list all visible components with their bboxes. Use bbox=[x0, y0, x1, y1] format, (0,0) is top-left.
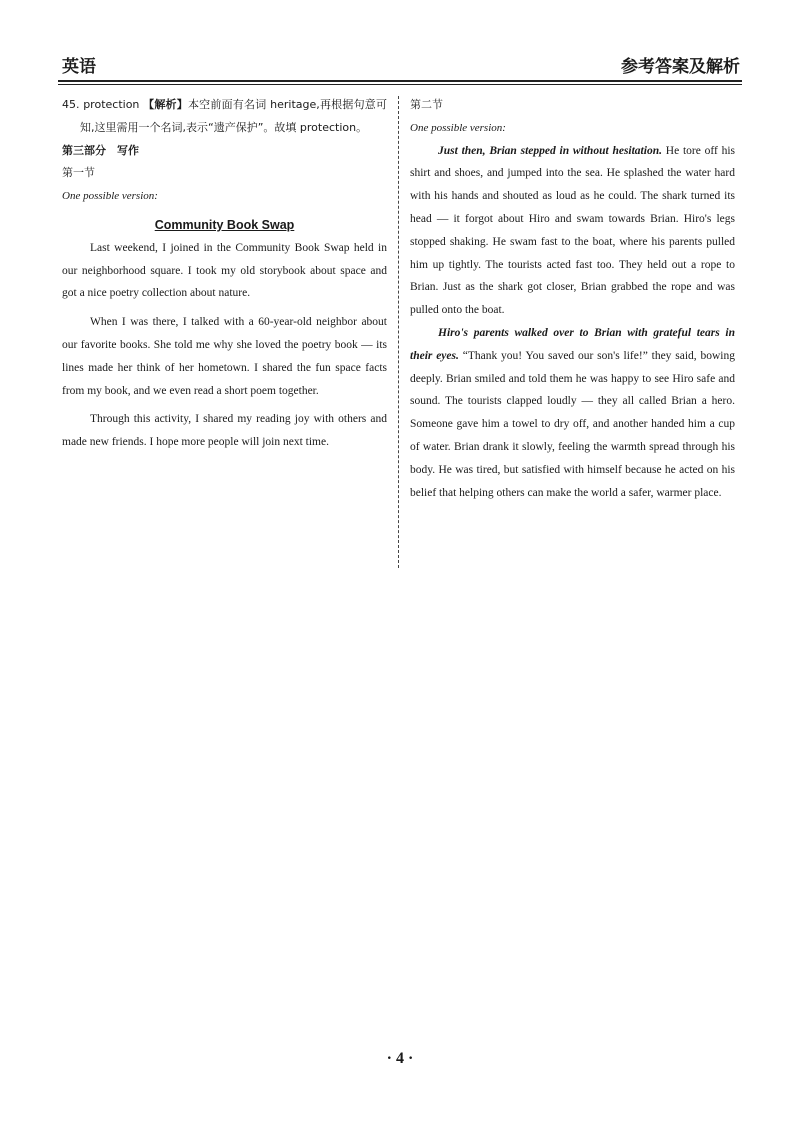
answer-45-explanation: 本空前面有名词 heritage,再根据句意可知,这里需用一个名词,表示“遗产保护”。故填 protection。 bbox=[80, 98, 388, 134]
analysis-tag: 【解析】 bbox=[143, 98, 188, 111]
header-rule-thick bbox=[58, 80, 742, 82]
page-header bbox=[58, 52, 742, 78]
section1-heading: 第一节 bbox=[62, 166, 95, 180]
header-rule-thin bbox=[58, 84, 742, 85]
section1-version-label: One possible version: bbox=[62, 190, 158, 203]
part3-heading: 第三部分 写作 bbox=[62, 143, 139, 157]
story-paragraph-2-body: “Thank you! You saved our son's life!” they said, bowing deeply. Brian smiled and told them he was happy to see Hiro safe and sound. The tourists clapped loudly — they all called Brian a hero. Someone gave him a towel to dry off, and another handed him a cup of water. Brian drank it slowly, feeling the warmth spread through his body. He was tired, but satisfied with himself because he acted on his belief that helping others can make the world a safer, warmer place. bbox=[410, 349, 735, 499]
story-paragraph-2 bbox=[410, 322, 735, 504]
story-paragraph-1-lead: Just then, Brian stepped in without hesitation. bbox=[438, 144, 662, 157]
essay-paragraph: When I was there, I talked with a 60-year-old neighbor about our favorite books. She told me why she loved the poetry book — its lines made her think of her hometown. I shared the fun space facts from my book, and we even read a short poem together. bbox=[62, 316, 387, 397]
answer-45 bbox=[62, 94, 387, 140]
essay-title: Community Book Swap bbox=[154, 217, 295, 232]
column-divider bbox=[398, 96, 399, 568]
answer-45-number: 45. protection bbox=[62, 98, 140, 111]
story-paragraph-1-body: He tore off his shirt and shoes, and jumped into the sea. He splashed the water hard with his hands and shouted as loud as he could. The shark turned its head — it forgot about Hiro and swam towards Brian. Hiro's legs stopped shaking. He swam fast to the boat, where his parents pulled him up tightly. The tourists acted fast too. They held out a rope to Brian. Just as the shark got closer, Brian grabbed the rope and was pulled onto the boat. bbox=[410, 144, 736, 317]
right-column bbox=[410, 94, 735, 504]
section2-heading: 第二节 bbox=[410, 98, 443, 111]
page-number: · 4 · bbox=[386, 1050, 414, 1067]
section-label: 参考答案及解析 bbox=[621, 57, 740, 77]
story-paragraph-1 bbox=[410, 140, 735, 322]
subject-label: 英语 bbox=[62, 57, 96, 77]
left-column bbox=[62, 94, 387, 454]
essay-paragraph: Through this activity, I shared my reading joy with others and made new friends. I hope more people will join next time. bbox=[62, 413, 387, 449]
section2-version-label: One possible version: bbox=[410, 121, 506, 134]
story-paragraph-2-lead: Hiro's parents walked over to Brian with grateful tears in their eyes. bbox=[410, 326, 735, 362]
essay-paragraph: Last weekend, I joined in the Community Book Swap held in our neighborhood square. I took my old storybook about space and got a nice poetry collection about nature. bbox=[62, 241, 387, 300]
